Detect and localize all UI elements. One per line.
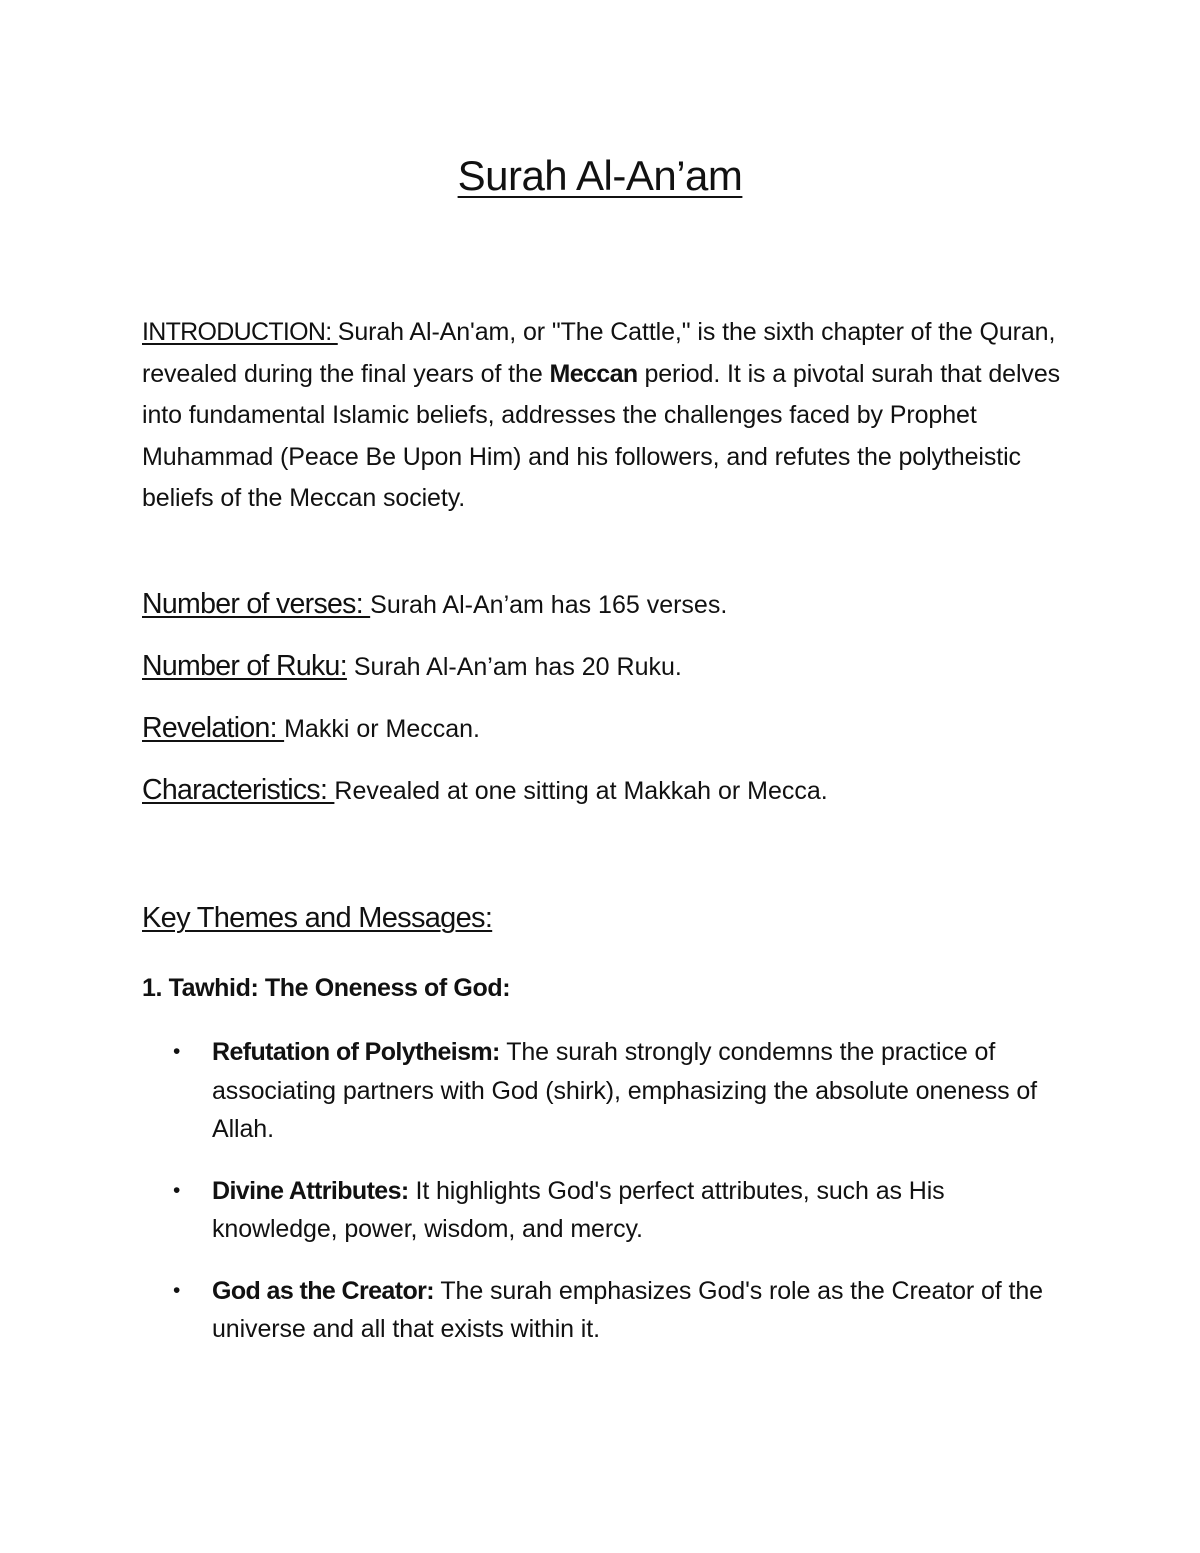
introduction-text-end: period. It is a pivotal surah that delves into fundamental Islamic beliefs, addresses the challenges faced by Prophet Muhammad (Peace Be Upon Him) and his followers, and refutes the polytheistic beliefs of the Meccan society. (142, 359, 1061, 512)
document-title: Surah Al-An’am (457, 152, 743, 199)
bullet-dot-icon: • (173, 1040, 181, 1063)
bullet-term: Divine Attributes: (212, 1176, 409, 1205)
introduction-bold-word: Meccan (549, 359, 638, 388)
bullet-dot-icon: • (173, 1278, 181, 1302)
fact-number-of-verses (142, 584, 1067, 625)
fact-value: Makki or Meccan. (284, 715, 480, 743)
fact-label: Number of verses: (142, 588, 371, 620)
fact-number-of-ruku (142, 646, 1067, 687)
introduction-paragraph (142, 312, 1067, 520)
bullet-text: The surah strongly condemns the practice of associating partners with God (shirk), emphasizing the absolute oneness of Allah. (212, 1038, 1037, 1143)
bullet-term: God as the Creator: (212, 1276, 434, 1305)
key-themes-heading-text: Key Themes and Messages: (142, 902, 493, 934)
fact-value: Surah Al-An’am has 20 Ruku. (346, 653, 682, 681)
theme-bullet-list (142, 1033, 1067, 1372)
introduction-label: INTRODUCTION: (142, 318, 338, 346)
bullet-term: Refutation of Polytheism: (212, 1038, 500, 1066)
list-item (142, 1272, 1067, 1349)
fact-revelation (142, 708, 1067, 749)
theme-subheading: 1. Tawhid: The Oneness of God: (142, 974, 511, 1002)
list-item (142, 1033, 1067, 1149)
list-item (142, 1172, 1067, 1249)
fact-label: Revelation: (142, 712, 285, 744)
fact-characteristics (142, 770, 1067, 811)
fact-value: Revealed at one sitting at Makkah or Mecca. (334, 777, 828, 805)
key-themes-heading (142, 898, 1067, 938)
bullet-text: The surah emphasizes God's role as the Creator of the universe and all that exists within it. (212, 1276, 1043, 1343)
bullet-text: It highlights God's perfect attributes, such as His knowledge, power, wisdom, and mercy. (212, 1176, 945, 1243)
introduction-text-start: Surah Al-An'am, or "The Cattle," is the sixth chapter of the Quran, revealed during the final years of the (142, 318, 1056, 388)
fact-label: Number of Ruku: (142, 650, 347, 682)
fact-label: Characteristics: (142, 774, 335, 806)
fact-value: Surah Al-An’am has 165 verses. (370, 591, 728, 619)
bullet-dot-icon: • (173, 1178, 181, 1202)
